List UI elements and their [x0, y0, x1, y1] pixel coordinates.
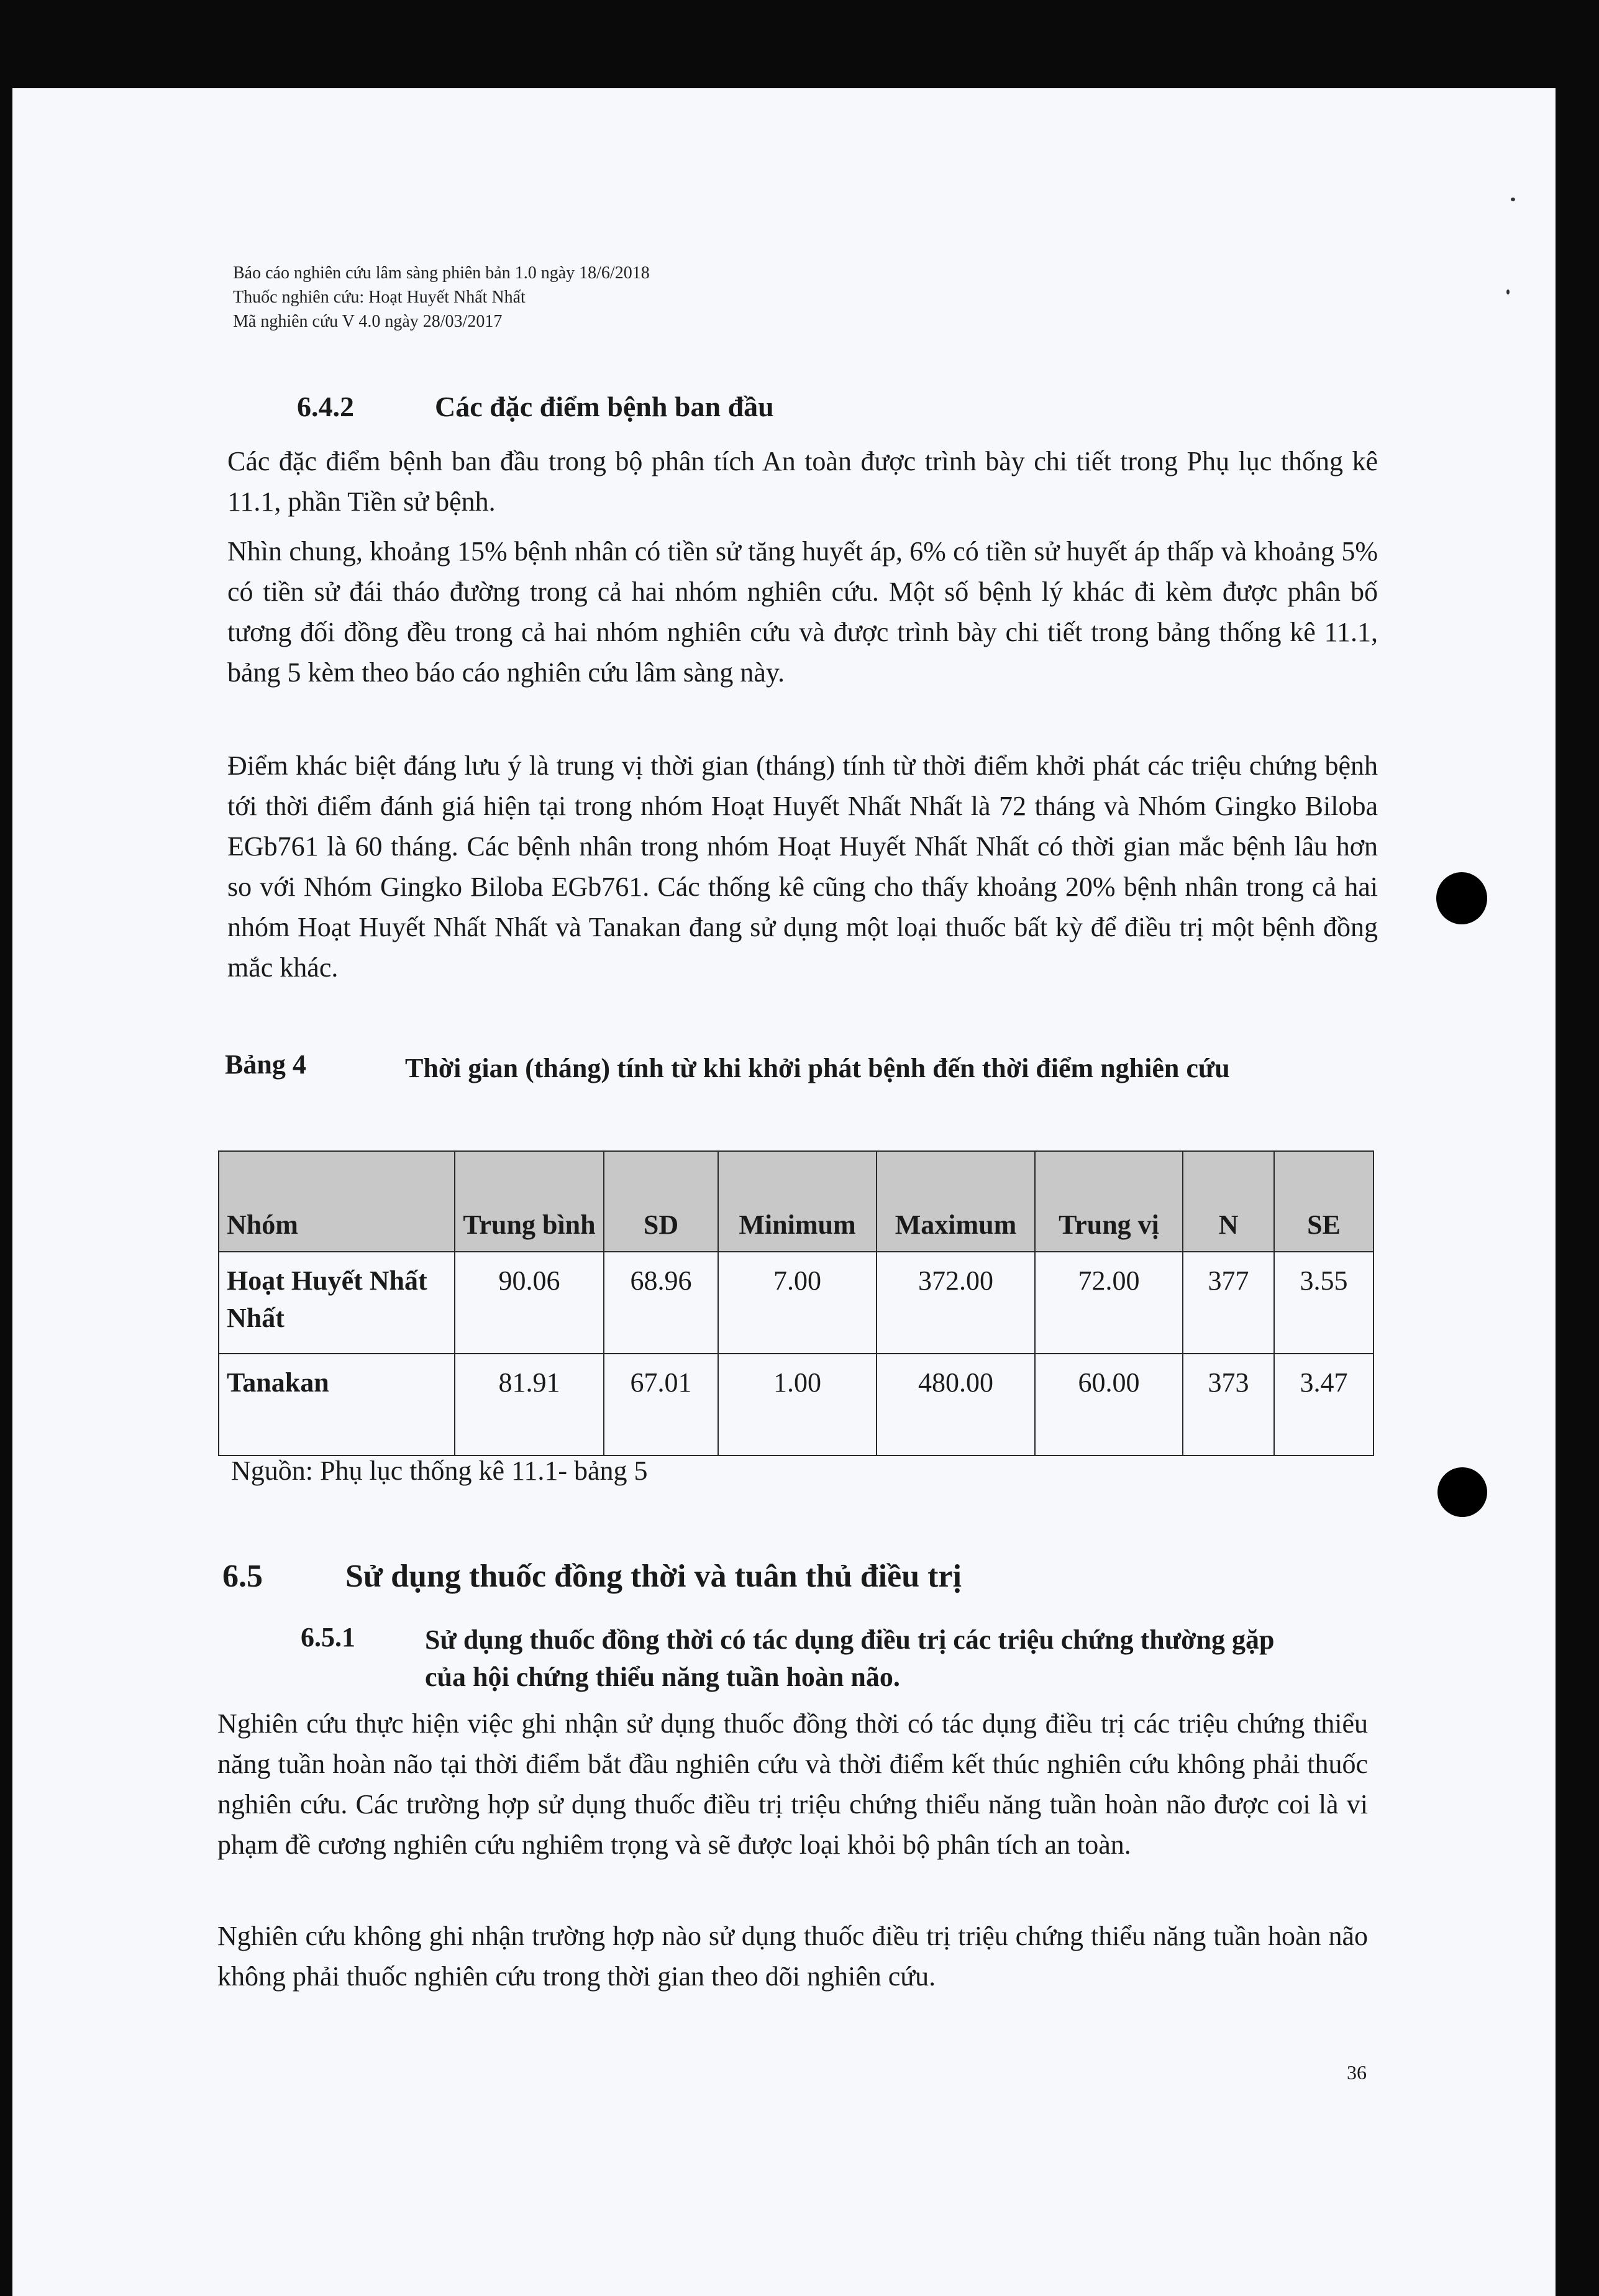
section-651-paragraph-1: Nghiên cứu thực hiện việc ghi nhận sử dụng thuốc đồng thời có tác dụng điều trị các triệu chứng thiểu năng tuần hoàn não tại thời điểm bắt đầu nghiên cứu và thời điểm kết thúc nghiên cứu không phải thuốc nghiên cứu. Các trường hợp sử dụng thuốc điều trị triệu chứng thiểu năng tuần hoàn não được coi là vi phạm đề cương nghiên cứu nghiêm trọng và sẽ được loại khỏi bộ phân tích an toàn.	[217, 1708, 1368, 1860]
table-header-row	[219, 1151, 1374, 1252]
punch-hole-upper	[1436, 872, 1487, 924]
cell-median: 72.00	[1035, 1252, 1183, 1354]
section-651-number: 6.5.1	[301, 1622, 355, 1652]
section-651-title	[425, 1621, 1274, 1696]
cell-se: 3.55	[1274, 1252, 1374, 1354]
section-651-title-line-1: Sử dụng thuốc đồng thời có tác dụng điều trị các triệu chứng thường gặp	[425, 1624, 1275, 1655]
header-line-study-drug: Thuốc nghiên cứu: Hoạt Huyết Nhất Nhất	[233, 288, 526, 307]
running-header	[233, 261, 650, 334]
table-4-label: Bảng 4	[225, 1049, 306, 1080]
table-4-title: Thời gian (tháng) tính từ khi khởi phát bệnh đến thời điểm nghiên cứu	[405, 1053, 1230, 1083]
section-65-number: 6.5	[222, 1559, 263, 1594]
column-header-mean: Trung bình	[455, 1151, 604, 1252]
section-65-title: Sử dụng thuốc đồng thời và tuân thủ điều trị	[345, 1559, 962, 1594]
column-header-maximum: Maximum	[877, 1151, 1035, 1252]
section-651-paragraph-2: Nghiên cứu không ghi nhận trường hợp nào sử dụng thuốc điều trị triệu chứng thiểu năng tuần hoàn não không phải thuốc nghiên cứu trong thời gian theo dõi nghiên cứu.	[217, 1921, 1368, 1992]
section-642-number: 6.4.2	[297, 391, 354, 422]
column-header-minimum: Minimum	[718, 1151, 877, 1252]
section-642-paragraph-3: Điểm khác biệt đáng lưu ý là trung vị thời gian (tháng) tính từ thời điểm khởi phát các triệu chứng bệnh tới thời điểm đánh giá hiện tại trong nhóm Hoạt Huyết Nhất Nhất là 72 tháng và Nhóm Gingko Biloba EGb761 là 60 tháng. Các bệnh nhân trong nhóm Hoạt Huyết Nhất Nhất có thời gian mắc bệnh lâu hơn so với Nhóm Gingko Biloba EGb761. Các thống kê cũng cho thấy khoảng 20% bệnh nhân trong cả hai nhóm Hoạt Huyết Nhất Nhất và Tanakan đang sử dụng một loại thuốc bất kỳ để điều trị một bệnh đồng mắc khác.	[227, 750, 1378, 983]
cell-maximum: 372.00	[877, 1252, 1035, 1354]
cell-n: 373	[1183, 1354, 1274, 1456]
column-header-sd: SD	[604, 1151, 718, 1252]
header-line-study-code: Mã nghiên cứu V 4.0 ngày 28/03/2017	[233, 312, 503, 331]
section-642-title: Các đặc điểm bệnh ban đầu	[435, 391, 774, 422]
cell-minimum: 1.00	[718, 1354, 877, 1456]
column-header-n: N	[1183, 1151, 1274, 1252]
table-4	[218, 1150, 1374, 1456]
page-number: 36	[1347, 2061, 1367, 2084]
cell-median: 60.00	[1035, 1354, 1183, 1456]
cell-group-name: Hoạt Huyết Nhất Nhất	[219, 1252, 455, 1354]
table-row	[219, 1354, 1374, 1456]
scan-speck	[1511, 198, 1515, 201]
section-642-paragraph-1: Các đặc điểm bệnh ban đầu trong bộ phân tích An toàn được trình bày chi tiết trong Phụ lục thống kê 11.1, phần Tiền sử bệnh.	[227, 446, 1378, 517]
column-header-median: Trung vị	[1035, 1151, 1183, 1252]
cell-sd: 68.96	[604, 1252, 718, 1354]
section-651-title-line-2: của hội chứng thiểu năng tuần hoàn não.	[425, 1662, 900, 1692]
cell-minimum: 7.00	[718, 1252, 877, 1354]
cell-n: 377	[1183, 1252, 1274, 1354]
header-line-report-version: Báo cáo nghiên cứu lâm sàng phiên bản 1.0 ngày 18/6/2018	[233, 263, 650, 283]
cell-mean: 90.06	[455, 1252, 604, 1354]
cell-group-name: Tanakan	[219, 1354, 455, 1456]
cell-mean: 81.91	[455, 1354, 604, 1456]
cell-maximum: 480.00	[877, 1354, 1035, 1456]
cell-se: 3.47	[1274, 1354, 1374, 1456]
table-4-source: Nguồn: Phụ lục thống kê 11.1- bảng 5	[231, 1456, 648, 1486]
column-header-group: Nhóm	[219, 1151, 455, 1252]
column-header-se: SE	[1274, 1151, 1374, 1252]
section-642-paragraph-2: Nhìn chung, khoảng 15% bệnh nhân có tiền sử tăng huyết áp, 6% có tiền sử huyết áp thấp và khoảng 5% có tiền sử đái tháo đường trong cả hai nhóm nghiên cứu. Một số bệnh lý khác đi kèm được phân bố tương đối đồng đều trong cả hai nhóm nghiên cứu và được trình bày chi tiết trong bảng thống kê 11.1, bảng 5 kèm theo báo cáo nghiên cứu lâm sàng này.	[227, 536, 1378, 688]
punch-hole-lower	[1437, 1467, 1487, 1517]
scan-speck	[1506, 289, 1510, 294]
cell-sd: 67.01	[604, 1354, 718, 1456]
table-row	[219, 1252, 1374, 1354]
